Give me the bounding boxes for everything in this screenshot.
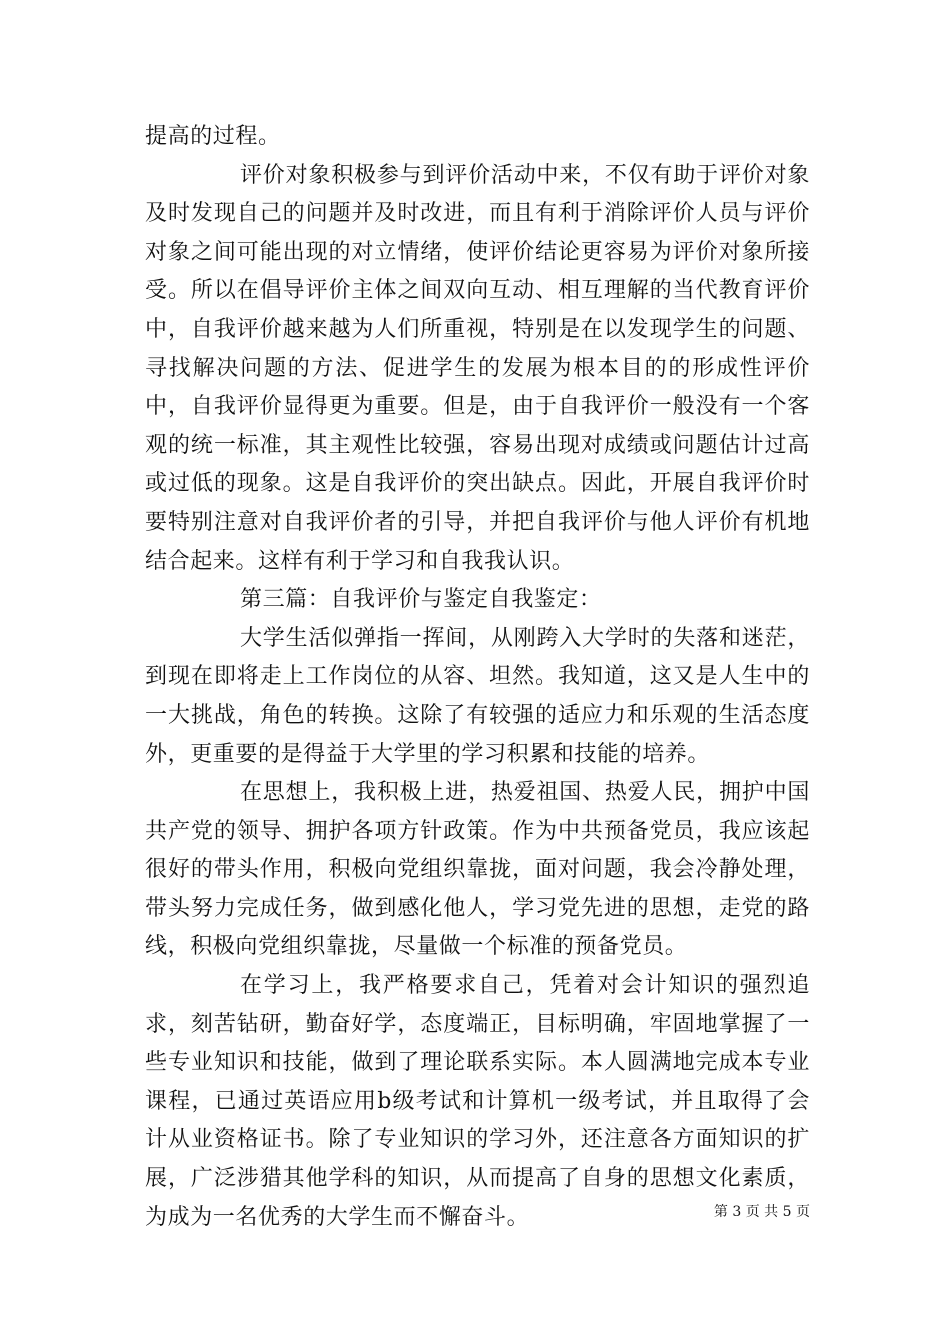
page-number: 第 3 页 共 5 页 (713, 1204, 810, 1220)
paragraph-ideology: 在思想上，我积极上进，热爱祖国、热爱人民，拥护中国共产党的领导、拥护各项方针政策。作为中共预备党员，我应该起很好的带头作用，积极向党组织靠拢，面对问题，我会冷静处理，带头努力完成任务，做到感化他人，学习党先进的思想，走党的路线，积极向党组织靠拢，尽量做一个标准的预备党员。 (145, 780, 810, 960)
paragraph-self-evaluation: 评价对象积极参与到评价活动中来，不仅有助于评价对象及时发现自己的问题并及时改进，而且有利于消除评价人员与评价对象之间可能出现的对立情绪，使评价结论更容易为评价对象所接受。所以在倡导评价主体之间双向互动、相互理解的当代教育评价中，自我评价越来越为人们所重视，特别是在以发现学生的问题、寻找解决问题的方法、促进学生的发展为根本目的的形成性评价中，自我评价显得更为重要。但是，由于自我评价一般没有一个客观的统一标准，其主观性比较强，容易出现对成绩或问题估计过高或过低的现象。这是自我评价的突出缺点。因此，开展自我评价时要特别注意对自我评价者的引导，并把自我评价与他人评价有机地结合起来。这样有利于学习和自我我认识。 (145, 162, 810, 574)
paragraph-college-life: 大学生活似弹指一挥间，从刚跨入大学时的失落和迷茫，到现在即将走上工作岗位的从容、坦然。我知道，这又是人生中的一大挑战，角色的转换。这除了有较强的适应力和乐观的生活态度外，更重要的是得益于大学里的学习积累和技能的培养。 (145, 625, 810, 767)
document-body (145, 118, 810, 1237)
paragraph-continuation: 提高的过程。 (145, 124, 281, 149)
paragraph-study: 在学习上，我严格要求自己，凭着对会计知识的强烈追求，刻苦钻研，勤奋好学，态度端正，目标明确，牢固地掌握了一些专业知识和技能，做到了理论联系实际。本人圆满地完成本专业课程，已通过英语应用b级考试和计算机一级考试，并且取得了会计从业资格证书。除了专业知识的学习外，还注意各方面知识的扩展，广泛涉猎其他学科的知识，从而提高了自身的思想文化素质，为成为一名优秀的大学生而不懈奋斗。 (145, 973, 810, 1230)
section-heading: 第三篇：自我评价与鉴定自我鉴定： (240, 587, 602, 613)
